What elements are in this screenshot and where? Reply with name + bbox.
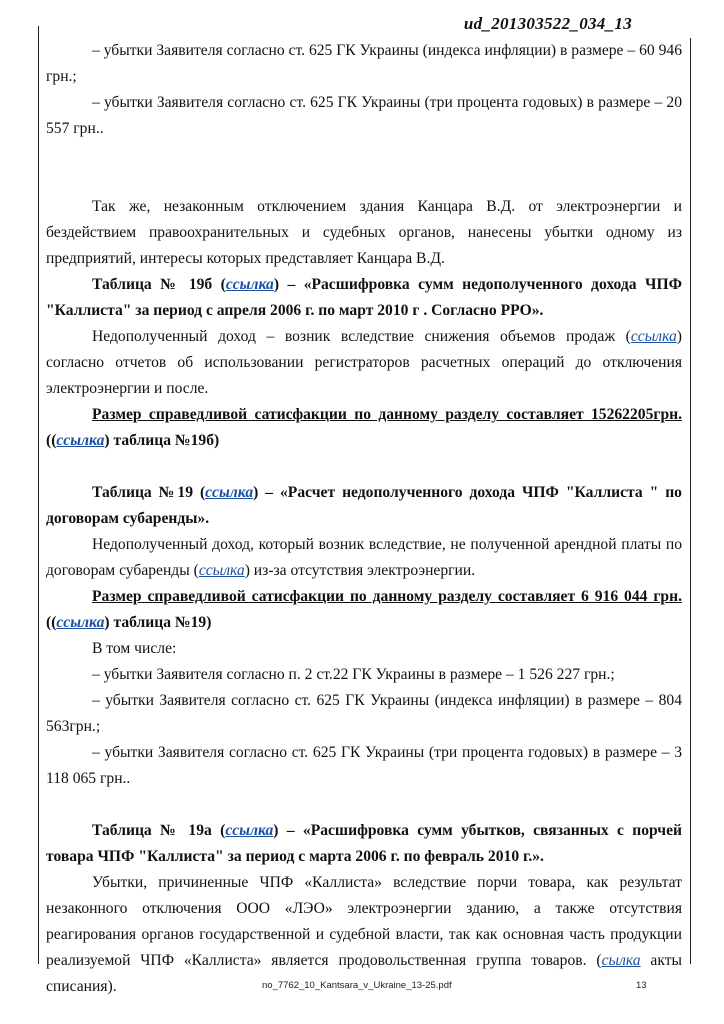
heading-table-19a: Таблица № 19а (ссылка) – «Расшифровка сумм убытков, связанных с порчей товара ЧПФ "Каллиста" за период с марта 2006 г. по февраль 2010 г.». bbox=[46, 822, 682, 865]
heading-table-19b: Таблица № 19б (ссылка) – «Расшифровка сумм недополученного дохода ЧПФ "Каллиста" за период с апреля 2006 г. по март 2010 г . Согласно РРО». bbox=[46, 276, 682, 319]
paragraph-annual-percent-loss-2: – убытки Заявителя согласно ст. 625 ГК Украины (три процента годовых) в размере – 3 118 065 грн.. bbox=[46, 744, 682, 787]
paragraph-lost-income-sublease: Недополученный доход, который возник вследствие, не полученной арендной платы по договорам субаренды (ссылка) из-за отсутствия электроэнергии. bbox=[46, 536, 682, 579]
spacer bbox=[46, 142, 682, 194]
paragraph-spoiled-goods: Убытки, причиненные ЧПФ «Каллиста» вследствие порчи товара, как результат незаконного отключения ООО «ЛЭО» электроэнергии зданию, а также отсутствия реагирования органов государственной и судебной власти, так как основная часть продукции реализуемой ЧПФ «Каллиста» является продовольственная группа товаров. (сылка акты списания). bbox=[46, 874, 683, 995]
link-sublease-contracts[interactable]: ссылка bbox=[198, 562, 245, 579]
document-body bbox=[46, 38, 682, 1000]
spacer bbox=[46, 454, 682, 480]
satisfaction-amount-19: Размер справедливой сатисфакции по данному разделу составляет 6 916 044 грн. ((ссылка) таблица №19) bbox=[46, 588, 682, 631]
link-table-19a[interactable]: ссылка bbox=[225, 822, 274, 839]
paragraph-enterprise-losses: Так же, незаконным отключением здания Канцара В.Д. от электроэнергии и бездействием правоохранительных и судебных органов, нанесены убытки одному из предприятий, интересы которых представляет Канцара В.Д. bbox=[46, 198, 682, 267]
paragraph-inflation-loss-2: – убытки Заявителя согласно ст. 625 ГК Украины (индекса инфляции) в размере – 804 563грн.; bbox=[46, 692, 682, 735]
satisfaction-amount-19b: Размер справедливой сатисфакции по данному разделу составляет 15262205грн. ((ссылка) таблица №19б) bbox=[46, 406, 682, 449]
paragraph-art22-loss: – убытки Заявителя согласно п. 2 ст.22 ГК Украины в размере – 1 526 227 грн.; bbox=[92, 666, 615, 683]
link-cash-registers[interactable]: ссылка bbox=[630, 328, 677, 345]
footer-filename: no_7762_10_Kantsara_v_Ukraine_13-25.pdf bbox=[262, 980, 452, 991]
paragraph-lost-income-sales: Недополученный доход – возник вследствие снижения объемов продаж (ссылка) согласно отчетов об использовании регистраторов расчетных операций до отключения электроэнергии и после. bbox=[46, 328, 682, 397]
link-table-19b[interactable]: ссылка bbox=[225, 276, 274, 293]
heading-table-19: Таблица №19 (ссылка) – «Расчет недополученного дохода ЧПФ "Каллиста " по договорам субаренды». bbox=[46, 484, 682, 527]
right-margin-rule bbox=[690, 38, 691, 964]
link-table-19[interactable]: ссылка bbox=[205, 484, 254, 501]
link-satisfaction-19[interactable]: ссылка bbox=[56, 614, 105, 631]
link-satisfaction-19b[interactable]: ссылка bbox=[56, 432, 105, 449]
page-number: 13 bbox=[636, 980, 647, 991]
left-margin-rule bbox=[38, 26, 39, 964]
document-id: ud_201303522_034_13 bbox=[463, 14, 632, 33]
paragraph-annual-percent-loss: – убытки Заявителя согласно ст. 625 ГК Украины (три процента годовых) в размере – 20 557 грн.. bbox=[46, 94, 682, 137]
paragraph-including: В том числе: bbox=[92, 640, 177, 657]
paragraph-inflation-loss: – убытки Заявителя согласно ст. 625 ГК Украины (индекса инфляции) в размере – 60 946 грн.; bbox=[46, 42, 682, 85]
link-write-off-acts[interactable]: сылка bbox=[601, 952, 641, 969]
spacer bbox=[46, 792, 682, 818]
